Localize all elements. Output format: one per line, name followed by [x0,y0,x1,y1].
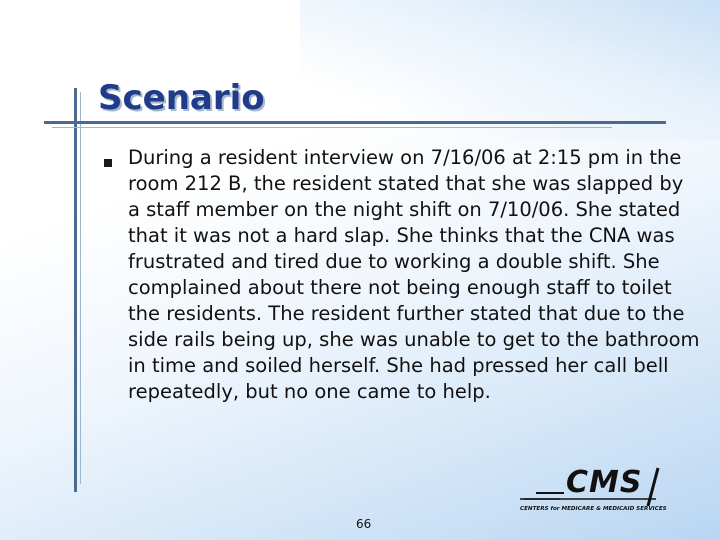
vertical-frame-line [74,88,77,492]
slide-title: Scenario [98,78,265,118]
cms-logo [516,466,666,524]
cms-logo-subtitle: CENTERS for MEDICARE & MEDICAID SERVICES [520,506,667,512]
cms-wordmark: CMS [566,465,643,500]
page-number: 66 [356,517,372,531]
vertical-frame-line-thin [80,92,81,484]
bullet-marker [104,159,112,167]
bullet-text: During a resident interview on 7/16/06 at 2:15 pm in the room 212 B, the resident stated that she was slapped by a staff member on the night shift on 7/10/06. She stated that it was not a hard slap. She thinks that the CNA was frustrated and tired due to working a double shift. She complained about there not being enough staff to toilet the residents. The resident further stated that due to the side rails being up, she was unable to get to the bathroom in time and soiled herself. She had pressed her call bell repeatedly, but no one came to help. [128,146,700,403]
horizontal-frame-line-thin [52,127,612,128]
slide-background-accent [300,0,720,140]
horizontal-frame-line [44,121,666,124]
